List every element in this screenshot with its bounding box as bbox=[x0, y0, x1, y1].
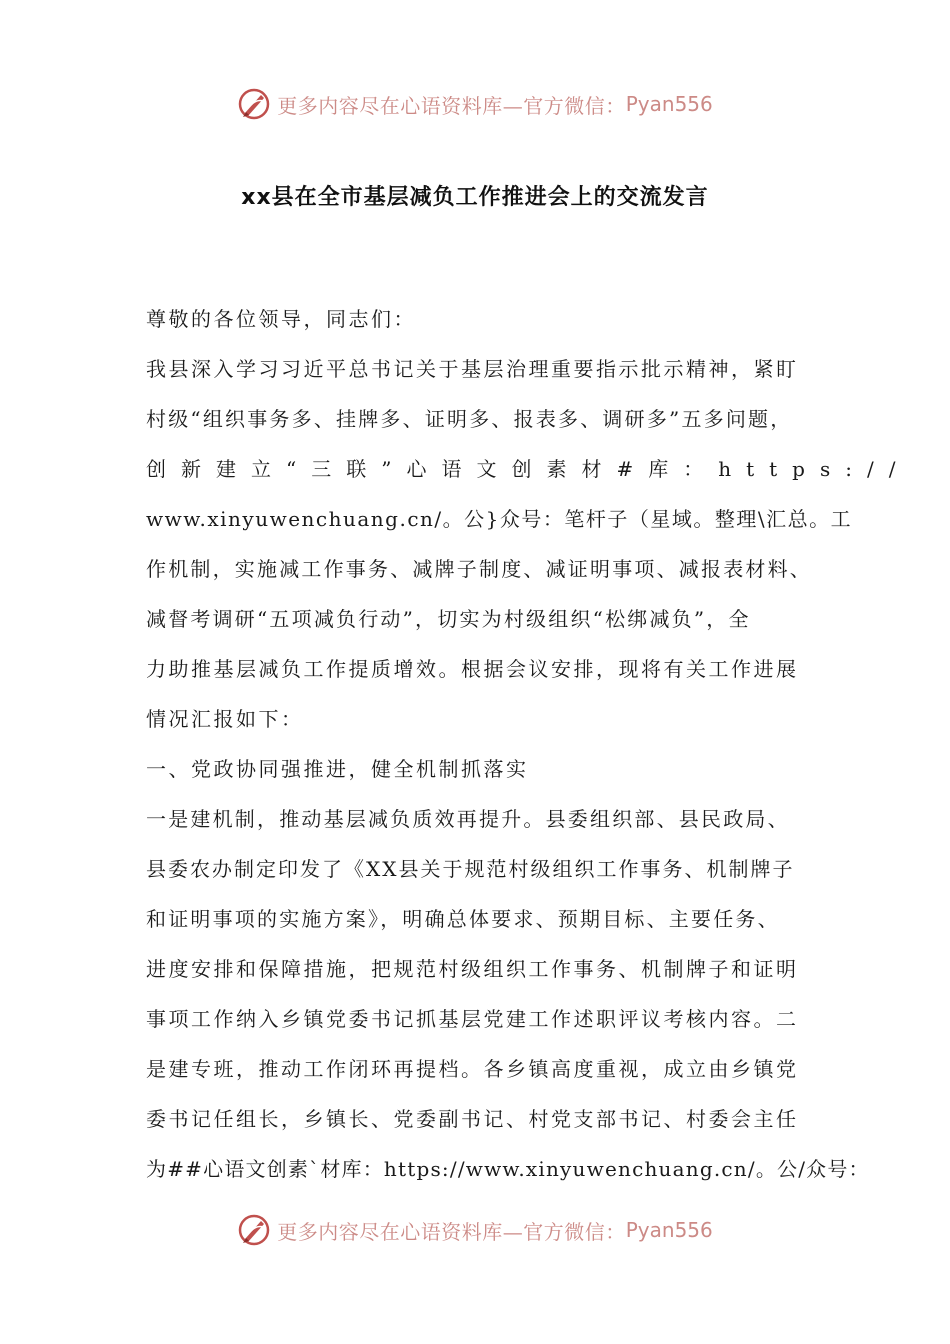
body-line: www.xinyuwenchuang.cn/。公}众号：笔杆子（星域。整理\汇总。工 bbox=[146, 507, 853, 531]
body-line: 进度安排和保障措施，把规范村级组织工作事务、机制牌子和证明 bbox=[146, 957, 799, 981]
banner-text: 更多内容尽在心语资料库—官方微信： bbox=[277, 93, 626, 118]
banner-wechat-id: Pyan556 bbox=[625, 1218, 713, 1242]
body-line: 减督考调研“五项减负行动”，切实为村级组织“松绑减负”，全 bbox=[146, 607, 751, 631]
body-line-justified bbox=[146, 455, 910, 483]
body-line: 情况汇报如下： bbox=[146, 707, 304, 731]
body-line: 作机制，实施减工作事务、减牌子制度、减证明事项、减报表材料、 bbox=[146, 557, 812, 581]
banner-wechat-id: Pyan556 bbox=[625, 92, 713, 116]
body-line: 委书记任组长，乡镇长、党委副书记、村党支部书记、村委会主任 bbox=[146, 1107, 799, 1131]
body-line: 为##心语文创素`材库：https://www.xinyuwenchuang.cn/。公/众号： bbox=[146, 1157, 870, 1181]
header-watermark-banner bbox=[0, 84, 950, 124]
greeting-line: 尊敬的各位领导，同志们： bbox=[146, 307, 416, 331]
body-line: 事项工作纳入乡镇党委书记抓基层党建工作述职评议考核内容。二 bbox=[146, 1007, 799, 1031]
body-line: 是建专班，推动工作闭环再提档。各乡镇高度重视，成立由乡镇党 bbox=[146, 1057, 799, 1081]
body-line: 创新建立“三联”心语文创素材#库：https:// bbox=[146, 457, 911, 481]
section-heading: 一、党政协同强推进，健全机制抓落实 bbox=[146, 757, 529, 781]
body-line: 村级“组织事务多、挂牌多、证明多、报表多、调研多”五多问题， bbox=[146, 407, 793, 431]
footer-watermark-banner bbox=[0, 1210, 950, 1250]
body-line: 和证明事项的实施方案》，明确总体要求、预期目标、主要任务、 bbox=[146, 907, 780, 931]
body-line: 我县深入学习习近平总书记关于基层治理重要指示批示精神，紧盯 bbox=[146, 357, 799, 381]
pen-logo-icon bbox=[237, 87, 271, 121]
banner-text: 更多内容尽在心语资料库—官方微信： bbox=[277, 1219, 626, 1244]
body-line: 县委农办制定印发了《XX县关于规范村级组织工作事务、机制牌子 bbox=[146, 857, 795, 881]
body-line: 一是建机制，推动基层减负质效再提升。县委组织部、县民政局、 bbox=[146, 807, 790, 831]
pen-logo-icon bbox=[237, 1213, 271, 1247]
document-title: xx县在全市基层减负工作推进会上的交流发言 bbox=[241, 185, 709, 210]
body-line: 力助推基层减负工作提质增效。根据会议安排，现将有关工作进展 bbox=[146, 657, 799, 681]
